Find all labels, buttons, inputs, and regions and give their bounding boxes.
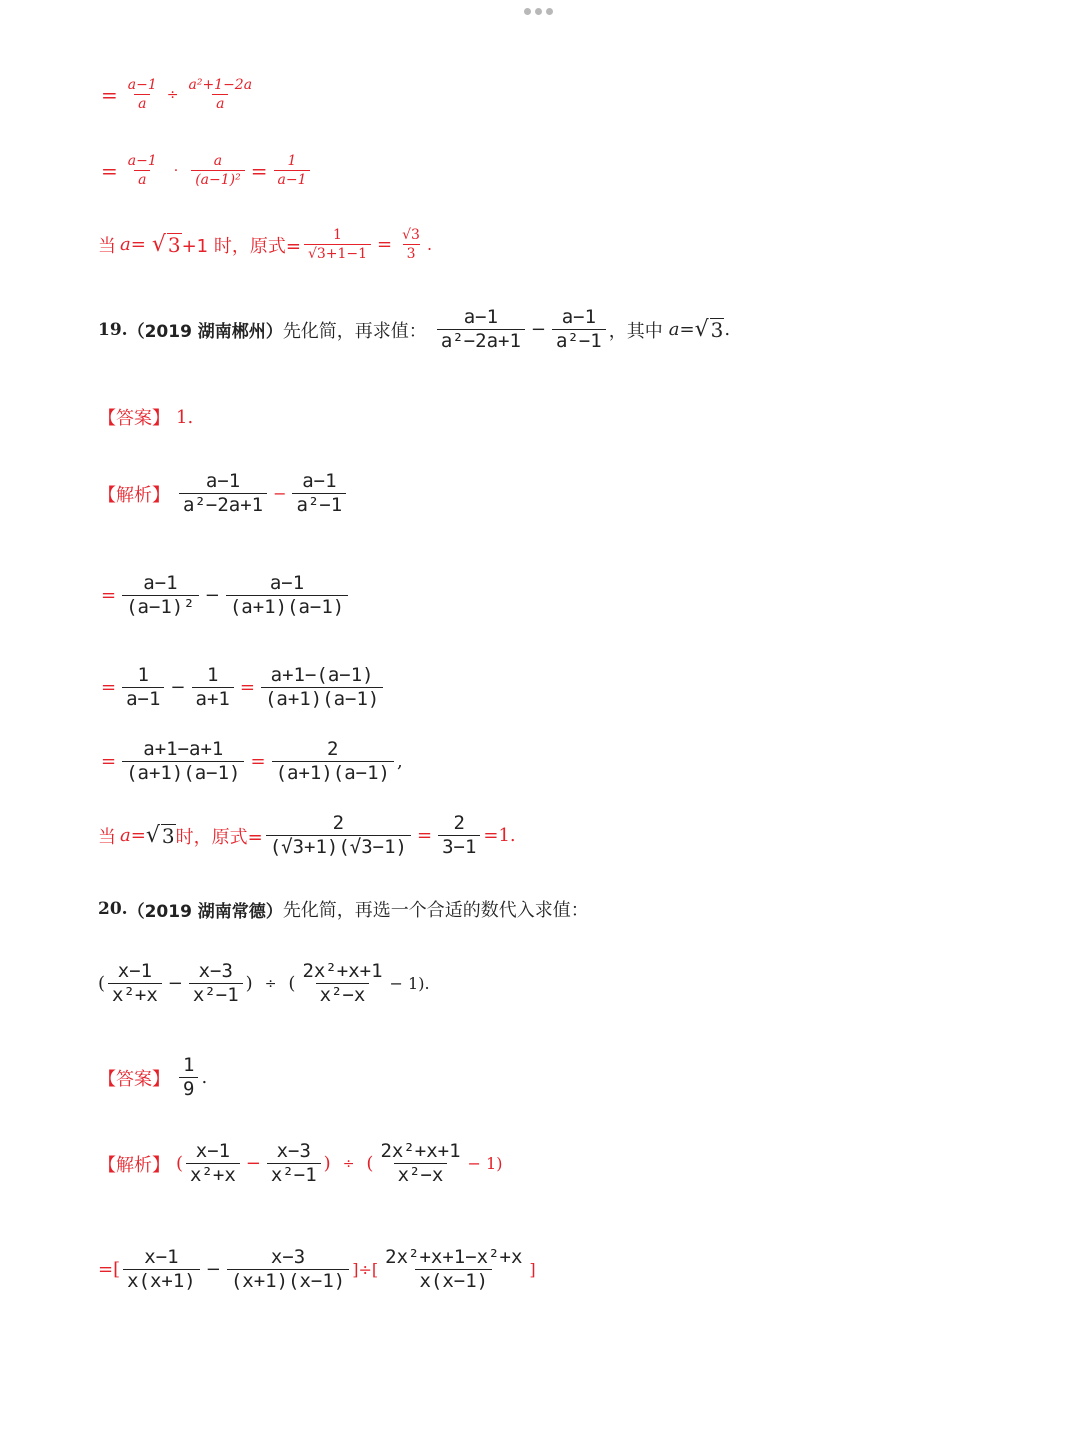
question-text: 先化简，再选一个合适的数代入求值：: [282, 900, 589, 921]
analysis-label: 【解析】: [98, 484, 170, 506]
analysis-19-line-2: [98, 574, 351, 618]
fraction: [292, 472, 346, 516]
denominator: (x+1)(x−1): [227, 1269, 349, 1292]
answer-label: 【答案】: [98, 408, 170, 429]
question-number: 19.: [98, 319, 128, 340]
fraction: [261, 666, 383, 710]
equals-sign: =: [101, 82, 118, 107]
text: ,: [396, 751, 403, 773]
more-dots-icon[interactable]: [524, 8, 553, 15]
denominator: (a+1)(a−1): [122, 761, 244, 784]
question-source: （2019 湖南郴州）: [127, 322, 283, 343]
denominator: (√3+1)(√3−1): [266, 835, 411, 858]
denominator: (a−1)²: [122, 595, 199, 618]
solution-line-2: [98, 154, 313, 187]
denominator: 3: [403, 244, 420, 262]
analysis-19-line-4: [98, 740, 403, 784]
numerator: 1: [137, 664, 149, 686]
equals-sign: =: [101, 677, 117, 699]
text: 当: [98, 235, 116, 257]
numerator: 2x²+x+1: [302, 960, 383, 982]
question-19: [98, 308, 730, 352]
text: +1 时，原式=: [181, 235, 301, 257]
numerator: a: [213, 153, 223, 169]
question-text: 先化简，再求值：: [282, 320, 427, 342]
analysis-19-line-1: [98, 472, 349, 516]
denominator: a−1: [122, 687, 164, 710]
numerator: a−1: [127, 153, 157, 169]
numerator: x−1: [117, 960, 153, 982]
denominator: a−1: [274, 170, 311, 188]
numerator: a−1: [205, 470, 241, 492]
numerator: 1: [206, 664, 219, 686]
text: .: [201, 1067, 208, 1089]
equals-sign: =: [101, 585, 117, 607]
fraction: [124, 154, 161, 187]
sqrt-expression: [695, 318, 725, 341]
solution-line-3: [98, 228, 432, 261]
variable: a=: [120, 234, 146, 256]
operator: ÷: [166, 86, 179, 103]
denominator: a+1: [192, 687, 234, 710]
text: − 1: [467, 1154, 497, 1174]
fraction: [381, 1248, 526, 1292]
denominator: x²+x: [108, 983, 162, 1006]
denominator: (a+1)(a−1): [226, 595, 348, 618]
text: .: [724, 319, 731, 341]
dot: [546, 8, 553, 15]
sqrt-icon: √: [145, 823, 160, 849]
equals-sign: =: [377, 234, 393, 256]
solution-line-1: [98, 78, 259, 111]
operator: −: [204, 585, 220, 607]
fraction: [186, 1142, 240, 1186]
question-text: ，其中: [608, 320, 663, 342]
numerator: 1: [287, 153, 297, 169]
denominator: x²−1: [189, 983, 243, 1006]
question-source: （2019 湖南常德）: [127, 901, 283, 922]
analysis-20-line-2: [98, 1248, 536, 1292]
fraction: [438, 814, 480, 858]
fraction: [552, 308, 606, 352]
numerator: 1: [333, 227, 342, 243]
fraction: [274, 154, 311, 187]
equals-sign: =: [250, 751, 266, 773]
numerator: a²+1−2a: [188, 77, 253, 93]
denominator: a²−1: [552, 329, 606, 352]
fraction: [437, 308, 525, 352]
denominator: a: [212, 94, 228, 112]
bracket: (: [366, 1153, 374, 1175]
bracket: (: [176, 1153, 184, 1175]
denominator: (a−1)²: [191, 170, 245, 188]
operator: −: [170, 677, 186, 699]
numerator: a−1: [127, 77, 157, 93]
numerator: x−1: [144, 1246, 179, 1268]
bracket: ): [245, 973, 253, 995]
fraction: [123, 1248, 200, 1292]
numerator: a−1: [561, 306, 597, 328]
fraction: [184, 78, 256, 111]
operator: −: [273, 484, 287, 504]
fraction: [191, 154, 245, 187]
denominator: a²−2a+1: [437, 329, 525, 352]
numerator: 2: [453, 812, 465, 834]
fraction: [189, 962, 243, 1006]
equals-sign: =: [101, 158, 118, 183]
variable: a=: [668, 319, 695, 341]
denominator: (a+1)(a−1): [261, 687, 383, 710]
numerator: 2: [327, 738, 339, 760]
fraction: [179, 1056, 198, 1100]
operator: −: [530, 319, 546, 341]
bracket: ): [323, 1153, 331, 1175]
analysis-19-line-3: [98, 666, 386, 710]
question-20: [98, 896, 589, 922]
fraction: [227, 1248, 349, 1292]
text: =1.: [483, 825, 516, 847]
operator: ]÷[: [352, 1260, 379, 1280]
bracket: (: [288, 973, 296, 995]
numerator: 2: [332, 812, 345, 834]
dot: [524, 8, 531, 15]
fraction: [272, 740, 394, 784]
numerator: x−1: [195, 1140, 231, 1162]
radicand: 3: [161, 824, 175, 849]
denominator: a: [134, 170, 150, 188]
fraction: [267, 1142, 321, 1186]
fraction: [304, 228, 371, 261]
numerator: x−3: [276, 1140, 311, 1162]
denominator: x(x−1): [415, 1269, 492, 1292]
denominator: 9: [179, 1077, 198, 1100]
denominator: √3+1−1: [304, 244, 371, 262]
denominator: x²−1: [267, 1163, 321, 1186]
denominator: a²−1: [292, 493, 346, 516]
analysis-19-line-5: [98, 814, 516, 858]
numerator: √3: [402, 227, 420, 243]
numerator: 2x²+x+1−x²+x: [385, 1246, 523, 1268]
numerator: 2x²+x+1: [380, 1140, 461, 1162]
fraction: [122, 740, 244, 784]
bracket: (: [98, 973, 106, 995]
radicand: 3: [167, 233, 181, 258]
numerator: a+1−(a−1): [270, 664, 374, 686]
numerator: a+1−a+1: [143, 738, 224, 760]
question-20-expression: [98, 962, 430, 1006]
sqrt-icon: √: [151, 232, 166, 258]
fraction: [179, 472, 267, 516]
fraction: [298, 962, 386, 1006]
text: − 1: [389, 974, 419, 994]
denominator: a: [134, 94, 150, 112]
answer-19: [98, 404, 193, 430]
sqrt-expression: [152, 233, 182, 256]
denominator: 3−1: [438, 835, 480, 858]
fraction: [376, 1142, 464, 1186]
numerator: a−1: [269, 572, 305, 594]
fraction: [192, 666, 234, 710]
sqrt-expression: [146, 824, 176, 847]
dot: [535, 8, 542, 15]
operator: −: [245, 1153, 261, 1175]
equals-sign: =: [239, 677, 255, 699]
fraction: [266, 814, 411, 858]
bracket: ): [496, 1154, 503, 1174]
fraction: [226, 574, 348, 618]
denominator: a²−2a+1: [179, 493, 267, 516]
bracket: ).: [418, 974, 430, 994]
answer-20: [98, 1056, 207, 1100]
operator: ·: [173, 162, 179, 179]
fraction: [398, 228, 424, 261]
variable: a=: [120, 825, 146, 847]
radicand: 3: [710, 318, 724, 343]
operator: ÷: [342, 1155, 355, 1172]
equals-sign: =[: [98, 1259, 121, 1281]
denominator: x(x+1): [123, 1269, 200, 1292]
text: 当: [98, 826, 116, 848]
sqrt-icon: √: [694, 317, 709, 343]
denominator: x²−x: [316, 983, 370, 1006]
numerator: a−1: [143, 572, 178, 594]
denominator: x²−x: [394, 1163, 448, 1186]
text: .: [426, 235, 433, 255]
equals-sign: =: [101, 751, 117, 773]
numerator: a−1: [302, 470, 337, 492]
equals-sign: =: [250, 158, 268, 183]
analysis-label: 【解析】: [98, 1154, 170, 1176]
operator: −: [205, 1259, 221, 1281]
fraction: [122, 574, 199, 618]
operator: ÷: [264, 975, 277, 992]
fraction: [122, 666, 164, 710]
numerator: 1: [183, 1054, 195, 1076]
denominator: x²+x: [186, 1163, 240, 1186]
answer-label: 【答案】: [98, 1068, 170, 1090]
answer-value: 1.: [176, 406, 194, 428]
numerator: x−3: [270, 1246, 306, 1268]
text: 时，原式=: [175, 826, 263, 848]
bracket: ]: [529, 1260, 536, 1280]
operator: −: [167, 973, 183, 995]
numerator: a−1: [463, 306, 499, 328]
numerator: x−3: [198, 960, 233, 982]
fraction: [108, 962, 162, 1006]
question-number: 20.: [98, 899, 128, 919]
equals-sign: =: [416, 825, 433, 847]
analysis-20-line-1: [98, 1142, 502, 1186]
fraction: [124, 78, 161, 111]
denominator: (a+1)(a−1): [272, 761, 394, 784]
